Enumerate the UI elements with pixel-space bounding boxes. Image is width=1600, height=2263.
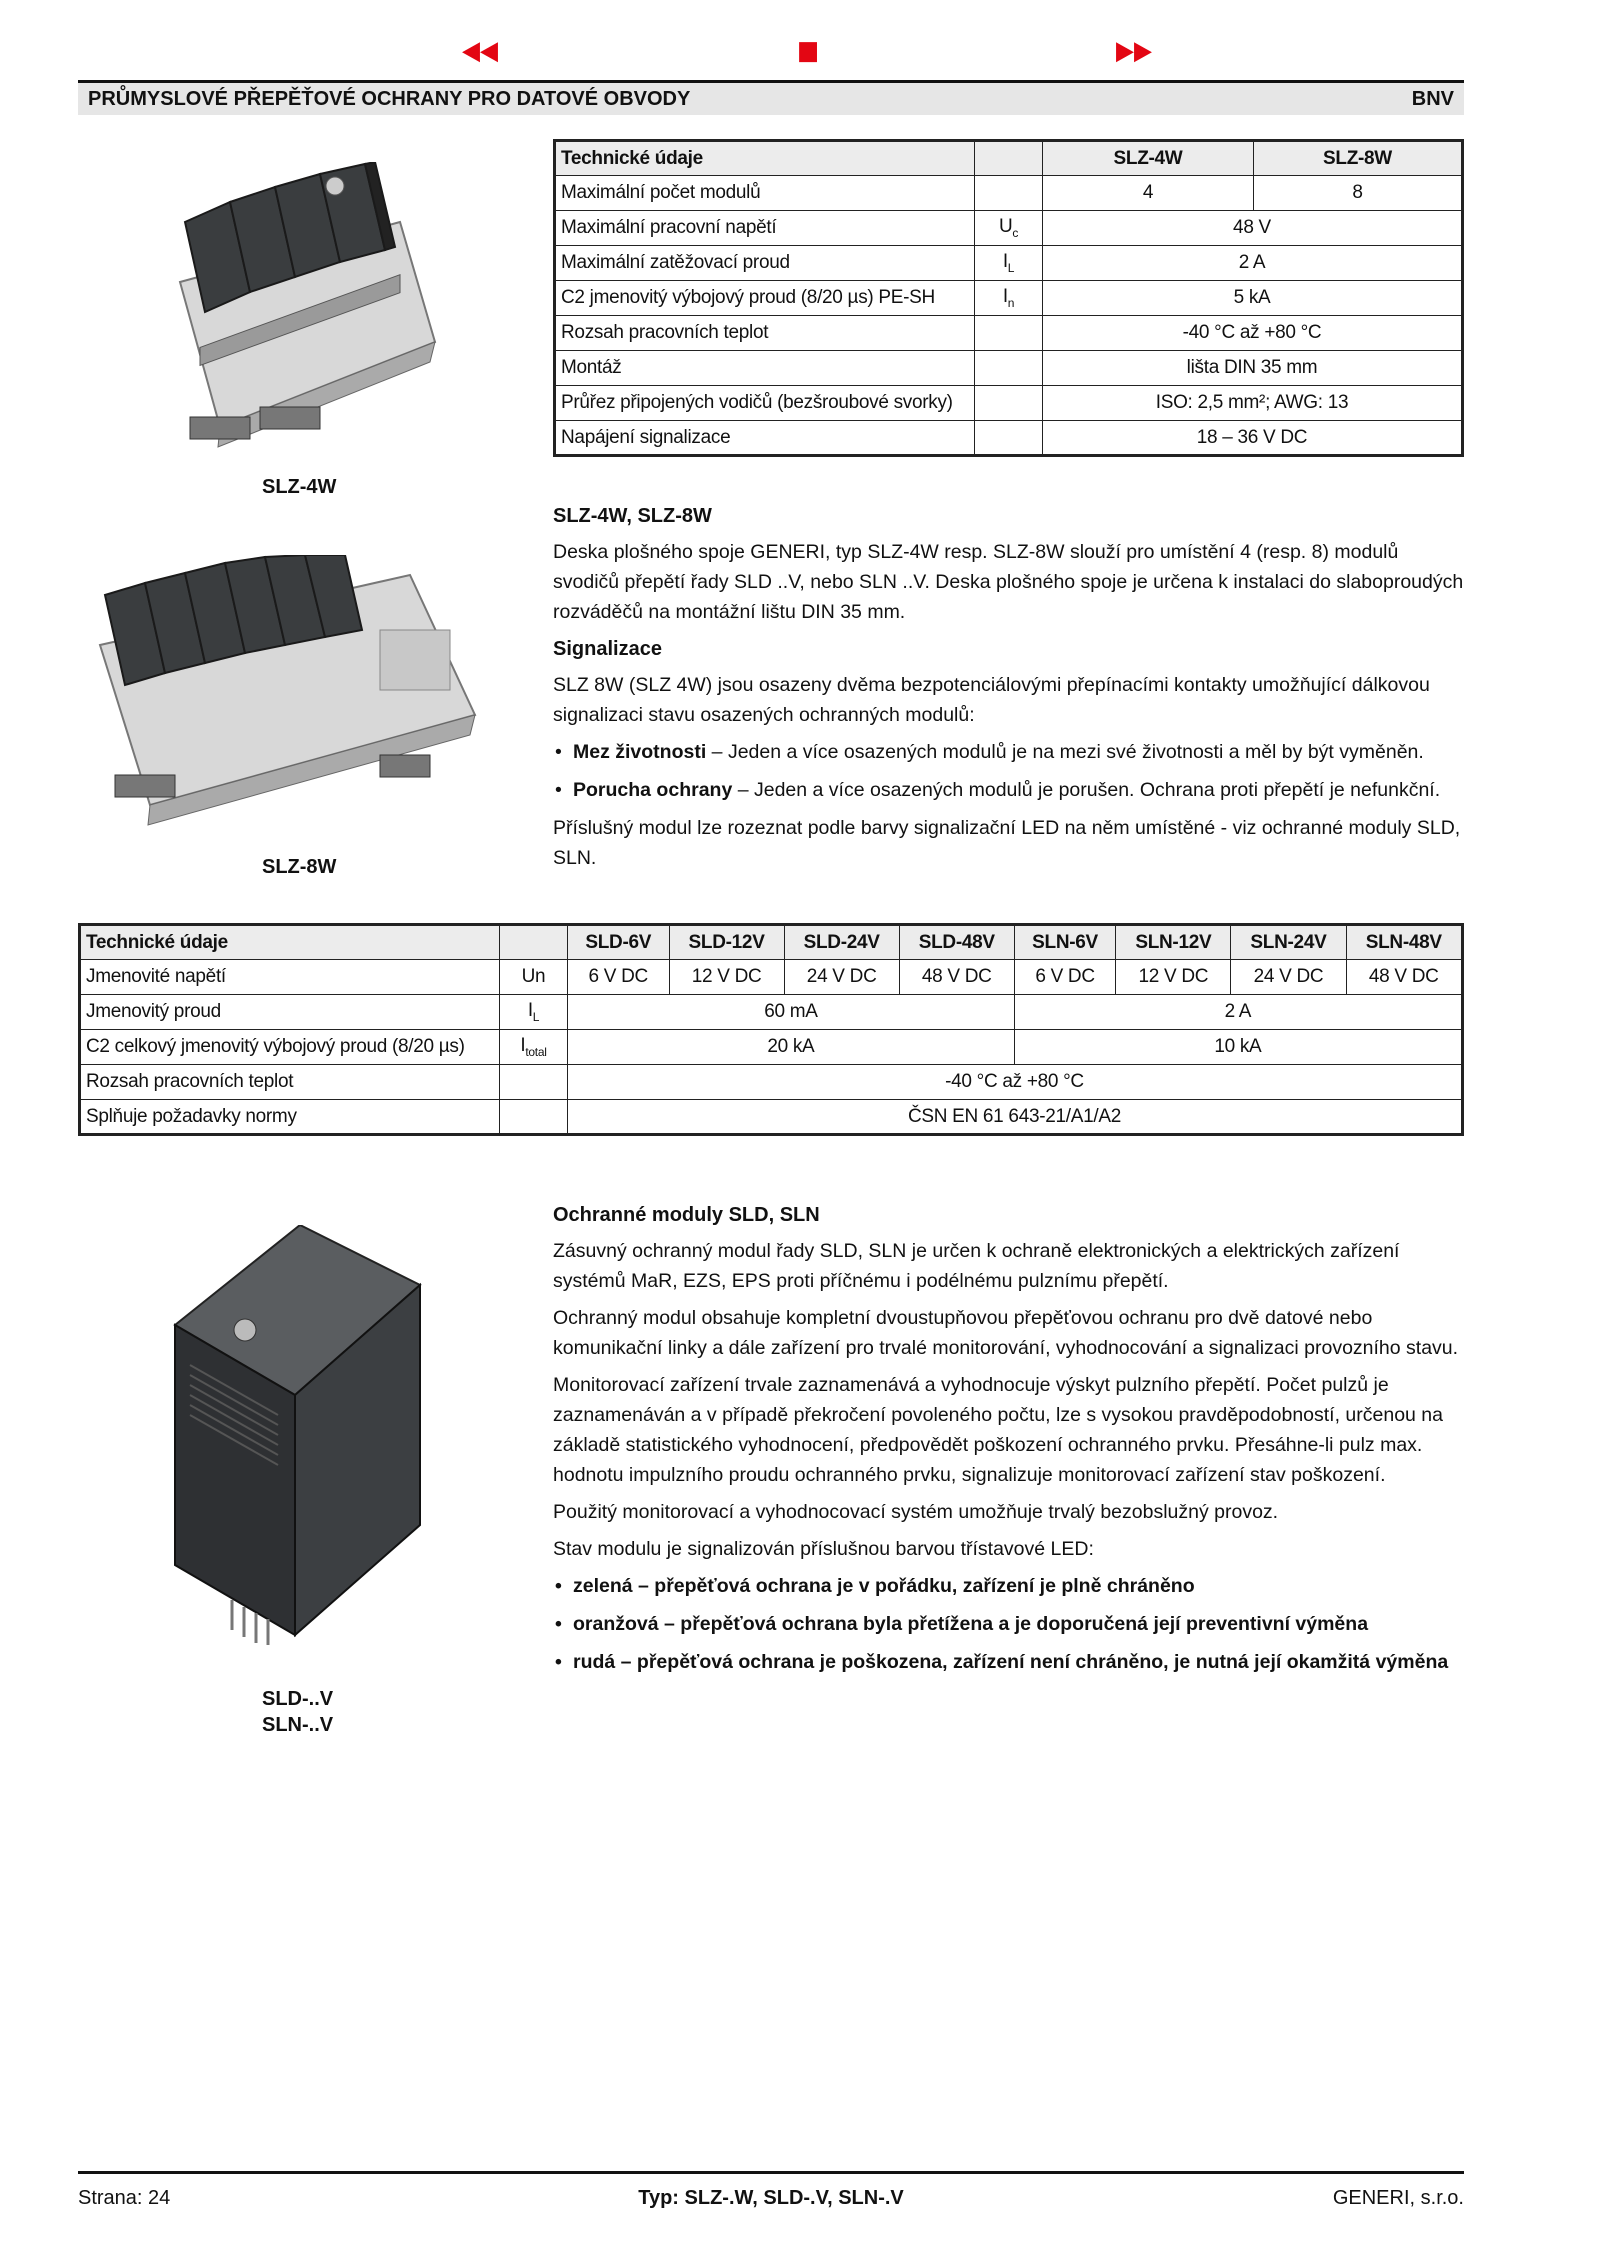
symbol-sub: L [1007, 260, 1015, 275]
table-cell: 20 kA [568, 1030, 1015, 1065]
symbol-cell [500, 1030, 568, 1065]
caption-slz-8w: SLZ-8W [262, 856, 337, 878]
table-row [555, 386, 1463, 421]
page-number: Strana: 24 [78, 2187, 171, 2209]
table-header-cell: SLN-48V [1346, 925, 1463, 960]
list-item [553, 737, 1464, 767]
symbol-cell [500, 995, 568, 1030]
paragraph: Použitý monitorovací a vyhodnocovací systém umožňuje trvalý bezobslužný provoz. [553, 1501, 1279, 1523]
table-cell: Maximální počet modulů [555, 176, 975, 211]
table-header-cell: Technické údaje [80, 925, 500, 960]
table-cell: Un [500, 960, 568, 995]
previous-page-icon[interactable]: ◀◀ [462, 36, 498, 66]
table-header-cell: SLD-12V [669, 925, 784, 960]
symbol-sub: n [1007, 295, 1015, 310]
table-cell: ISO: 2,5 mm²; AWG: 13 [1043, 386, 1463, 421]
slz-8w-board-image [90, 555, 480, 845]
table-cell: Rozsah pracovních teplot [555, 316, 975, 351]
table-header-cell: SLZ-4W [1043, 141, 1254, 176]
table-cell: Napájení signalizace [555, 421, 975, 456]
paragraph: Příslušný modul lze rozeznat podle barvy signalizační LED na něm umístěné - viz ochranné moduly SLD, SLN. [553, 817, 1461, 869]
table-cell [500, 1065, 568, 1100]
table-cell: Maximální pracovní napětí [555, 211, 975, 246]
table-cell: 24 V DC [784, 960, 899, 995]
table-cell: 48 V [1043, 211, 1463, 246]
table-header-row [555, 141, 1463, 176]
symbol-main: I [527, 1000, 533, 1022]
table-cell: 6 V DC [568, 960, 670, 995]
table-cell: 48 V DC [899, 960, 1014, 995]
table-cell [975, 351, 1043, 386]
table-cell [975, 421, 1043, 456]
caption-slz-4w: SLZ-4W [262, 476, 337, 498]
table-cell: Jmenovité napětí [80, 960, 500, 995]
caption-sln: SLN-..V [262, 1714, 334, 1736]
table-cell: 12 V DC [669, 960, 784, 995]
protection-module-image [160, 1225, 440, 1645]
table-cell: 24 V DC [1231, 960, 1346, 995]
table-cell: -40 °C až +80 °C [568, 1065, 1463, 1100]
table-row [555, 351, 1463, 386]
table-row [80, 1100, 1463, 1135]
table-cell: ČSN EN 61 643-21/A1/A2 [568, 1100, 1463, 1135]
table-cell: 4 [1043, 176, 1254, 211]
caption-sld: SLD-..V [262, 1688, 334, 1710]
section-subheading: Signalizace [553, 638, 662, 660]
table-cell: 8 [1254, 176, 1463, 211]
bullet-bold: Porucha ochrany [573, 779, 733, 801]
table-cell: Maximální zatěžovací proud [555, 246, 975, 281]
table-row [555, 421, 1463, 456]
paragraph: Stav modulu je signalizován příslušnou barvou třístavové LED: [553, 1538, 1094, 1560]
table-row [555, 246, 1463, 281]
table-cell: Průřez připojených vodičů (bezšroubové svorky) [555, 386, 975, 421]
symbol-cell [975, 281, 1043, 316]
table-row [555, 211, 1463, 246]
bullet-text: – Jeden a více osazených modulů je na mezi své životnosti a měl by být vyměněn. [706, 741, 1424, 763]
table-cell: Jmenovitý proud [80, 995, 500, 1030]
next-page-icon[interactable]: ▶▶ [1116, 36, 1152, 66]
footer-type: Typ: SLZ-.W, SLD-.V, SLN-.V [638, 2187, 904, 2209]
table-header-cell: SLZ-8W [1254, 141, 1463, 176]
table-cell [975, 386, 1043, 421]
table-header-cell: SLN-12V [1116, 925, 1231, 960]
table-header-cell [500, 925, 568, 960]
table-cell: 60 mA [568, 995, 1015, 1030]
page-header [78, 80, 1464, 115]
slz-description [553, 501, 1464, 880]
bullet-bold: Mez životnosti [573, 741, 707, 763]
table-cell: 18 – 36 V DC [1043, 421, 1463, 456]
slz-4w-board-image [160, 162, 440, 462]
table-header-row [80, 925, 1463, 960]
footer-company: GENERI, s.r.o. [1332, 2187, 1464, 2209]
symbol-main: I [520, 1035, 526, 1057]
paragraph: Zásuvný ochranný modul řady SLD, SLN je určen k ochraně elektronických a elektrických zařízení systémů MaR, EZS, EPS proti příčnému i podélnému pulznímu přepětí. [553, 1240, 1400, 1292]
table-cell: 10 kA [1014, 1030, 1462, 1065]
table-row [555, 176, 1463, 211]
slz-spec-table [553, 139, 1464, 457]
symbol-main: I [1002, 286, 1008, 308]
table-row [555, 316, 1463, 351]
table-cell: -40 °C až +80 °C [1043, 316, 1463, 351]
table-cell [500, 1100, 568, 1135]
list-item-orange: • oranžová – přepěťová ochrana byla přetížena a je doporučená její preventivní výměna [553, 1609, 1464, 1639]
table-cell [975, 176, 1043, 211]
home-icon[interactable]: ■ [797, 36, 820, 66]
table-cell: C2 celkový jmenovitý výbojový proud (8/20 µs) [80, 1030, 500, 1065]
table-cell: C2 jmenovitý výbojový proud (8/20 µs) PE-SH [555, 281, 975, 316]
table-row [80, 1030, 1463, 1065]
table-cell: 6 V DC [1014, 960, 1116, 995]
table-cell: Montáž [555, 351, 975, 386]
table-header-cell: SLN-6V [1014, 925, 1116, 960]
list-item [553, 775, 1464, 805]
table-cell: lišta DIN 35 mm [1043, 351, 1463, 386]
section-heading: Ochranné moduly SLD, SLN [553, 1204, 820, 1226]
table-header-cell [975, 141, 1043, 176]
table-header-cell: SLD-24V [784, 925, 899, 960]
table-cell: Rozsah pracovních teplot [80, 1065, 500, 1100]
table-row [80, 960, 1463, 995]
table-cell [975, 316, 1043, 351]
section-code: BNV [1411, 88, 1454, 110]
list-item-red: • rudá – přepěťová ochrana je poškozena, zařízení není chráněno, je nutná její okamžitá výměna [553, 1647, 1464, 1677]
table-header-cell: SLD-48V [899, 925, 1014, 960]
table-cell: 2 A [1043, 246, 1463, 281]
bullet-list [553, 737, 1464, 805]
table-cell: 12 V DC [1116, 960, 1231, 995]
paragraph: Monitorovací zařízení trvale zaznamenává a vyhodnocuje výskyt pulzního přepětí. Počet pulzů je zaznamenáván a v případě překročení povoleného počtu, lze s vysokou pravděpodobností, určenou na základě statistického vyhodnocení, předpovědět poškození ochranného prvku. Přesáhne-li pulz max. hodnotu impulzního proudu ochranného prvku, signalizuje monitorovací zařízení stav poškození. [553, 1374, 1444, 1486]
symbol-cell [975, 246, 1043, 281]
symbol-sub: L [532, 1009, 540, 1024]
module-description [553, 1200, 1464, 1685]
bullet-text: – Jeden a více osazených modulů je porušen. Ochrana proti přepětí je nefunkční. [732, 779, 1441, 801]
table-cell: 5 kA [1043, 281, 1463, 316]
list-item-green: • zelená – přepěťová ochrana je v pořádku, zařízení je plně chráněno [553, 1571, 1464, 1601]
module-spec-table [78, 923, 1464, 1136]
navigation-bar [0, 36, 1600, 66]
symbol-cell [975, 211, 1043, 246]
page-footer [78, 2171, 1464, 2210]
symbol-sub: c [1012, 225, 1019, 240]
table-header-cell: SLN-24V [1231, 925, 1346, 960]
symbol-main: U [998, 216, 1013, 238]
table-row [555, 281, 1463, 316]
table-cell: 48 V DC [1346, 960, 1463, 995]
caption-modules [262, 1686, 333, 1738]
table-header-cell: SLD-6V [568, 925, 670, 960]
symbol-main: I [1002, 251, 1008, 273]
table-header-cell: Technické údaje [555, 141, 975, 176]
section-heading: SLZ-4W, SLZ-8W [553, 505, 712, 527]
led-status-list [553, 1571, 1464, 1677]
table-row [80, 995, 1463, 1030]
page-title: PRŮMYSLOVÉ PŘEPĚŤOVÉ OCHRANY PRO DATOVÉ OBVODY [88, 88, 691, 110]
table-cell: Splňuje požadavky normy [80, 1100, 500, 1135]
paragraph: Ochranný modul obsahuje kompletní dvoustupňovou přepěťovou ochranu pro dvě datové nebo komunikační linky a dále zařízení pro trvalé monitorování, vyhodnocování a signalizaci provozního stavu. [553, 1307, 1459, 1359]
paragraph: SLZ 8W (SLZ 4W) jsou osazeny dvěma bezpotenciálovými přepínacími kontakty umožňující dálkovou signalizaci stavu osazených ochranných modulů: [553, 674, 1430, 726]
symbol-sub: total [525, 1044, 547, 1059]
table-cell: 2 A [1014, 995, 1462, 1030]
table-row [80, 1065, 1463, 1100]
paragraph: Deska plošného spoje GENERI, typ SLZ-4W resp. SLZ-8W slouží pro umístění 4 (resp. 8) modulů svodičů přepětí řady SLD ..V, nebo SLN ..V. Deska plošného spoje je určena k instalaci do slaboproudých rozváděčů na montážní lištu DIN 35 mm. [553, 541, 1464, 623]
